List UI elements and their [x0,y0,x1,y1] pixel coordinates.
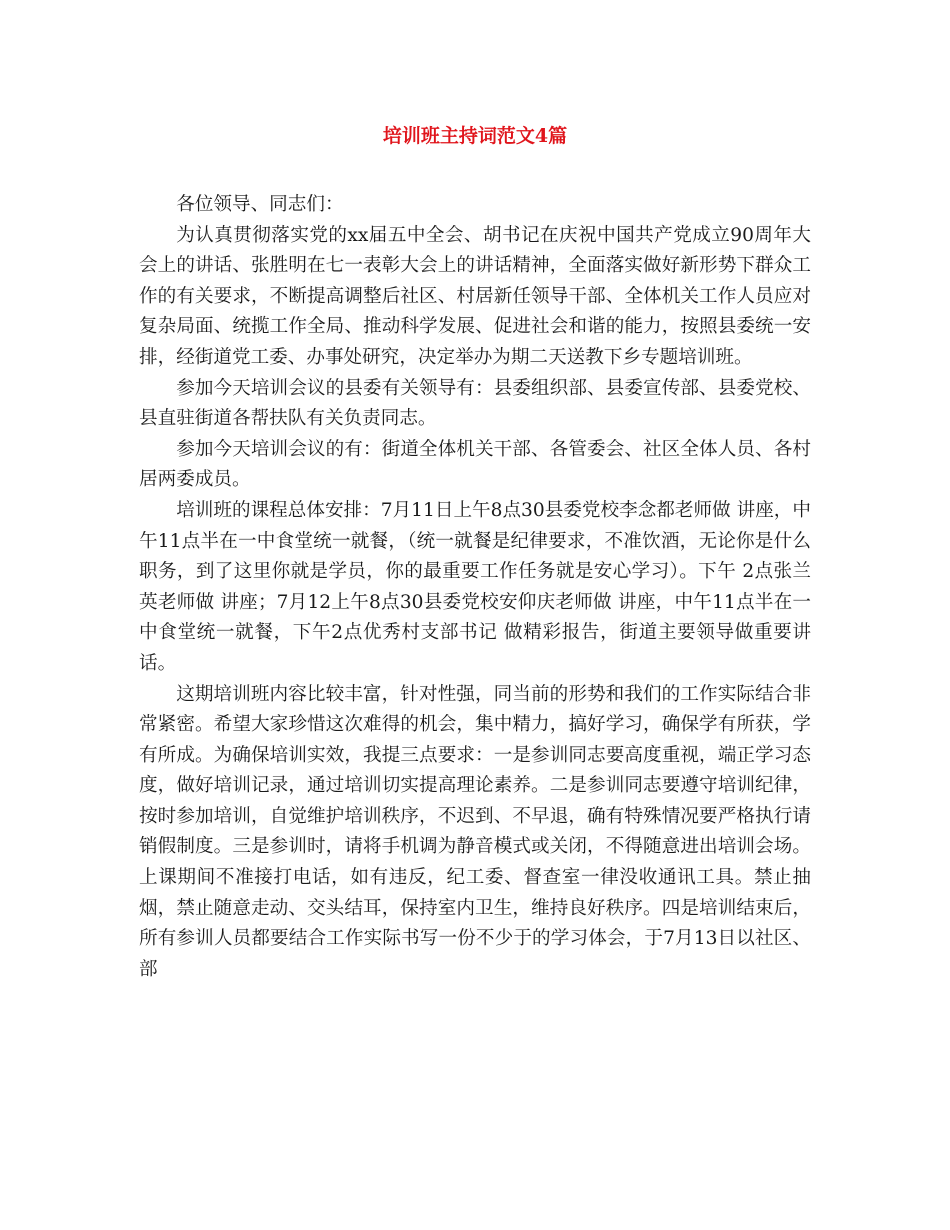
document-title: 培训班主持词范文4篇 [382,125,568,147]
document-body [139,190,811,985]
paragraph-schedule: 培训班的课程总体安排：7月11日上午8点30县委党校李念都老师做 讲座，中午11点半在一中食堂统一就餐，（统一就餐是纪律要求，不准饮酒，无论你是什么职务，到了这里你就是学员，你的最重要工作任务就是安心学习）。下午 2点张兰英老师做 讲座；7月12上午8点30县委党校安仰庆老师做 讲座，中午11点半在一中食堂统一就餐，下午2点优秀村支部书记 做精彩报告，街道主要领导做重要讲话。 [139,499,811,674]
paragraph-attendees: 参加今天培训会议的有：街道全体机关干部、各管委会、社区全体人员、各村居两委成员。 [139,438,811,491]
paragraph-purpose: 为认真贯彻落实党的xx届五中全会、胡书记在庆祝中国共产党成立90周年大会上的讲话、张胜明在七一表彰大会上的讲话精神，全面落实做好新形势下群众工作的有关要求，不断提高调整后社区、村居新任领导干部、全体机关工作人员应对复杂局面、统揽工作全局、推动科学发展、促进社会和谐的能力，按照县委统一安排，经街道党工委、办事处研究，决定举办为期二天送教下乡专题培训班。 [139,224,811,368]
paragraph-requirements: 这期培训班内容比较丰富，针对性强，同当前的形势和我们的工作实际结合非常紧密。希望大家珍惜这次难得的机会，集中精力，搞好学习，确保学有所获，学有所成。为确保培训实效，我提三点要求：一是参训同志要高度重视，端正学习态度，做好培训记录，通过培训切实提高理论素养。二是参训同志要遵守培训纪律，按时参加培训，自觉维护培训秩序，不迟到、不早退，确有特殊情况要严格执行请销假制度。三是参训时，请将手机调为静音模式或关闭，不得随意进出培训会场。上课期间不准接打电话，如有违反，纪工委、督查室一律没收通讯工具。禁止抽烟，禁止随意走动、交头结耳，保持室内卫生，维持良好秩序。四是培训结束后，所有参训人员都要结合工作实际书写一份不少于的学习体会，于7月13日以社区、部 [139,683,811,980]
paragraph-county-leaders: 参加今天培训会议的县委有关领导有：县委组织部、县委宣传部、县委党校、县直驻街道各帮扶队有关负责同志。 [139,377,811,430]
paragraph-salutation: 各位领导、同志们： [176,194,344,215]
